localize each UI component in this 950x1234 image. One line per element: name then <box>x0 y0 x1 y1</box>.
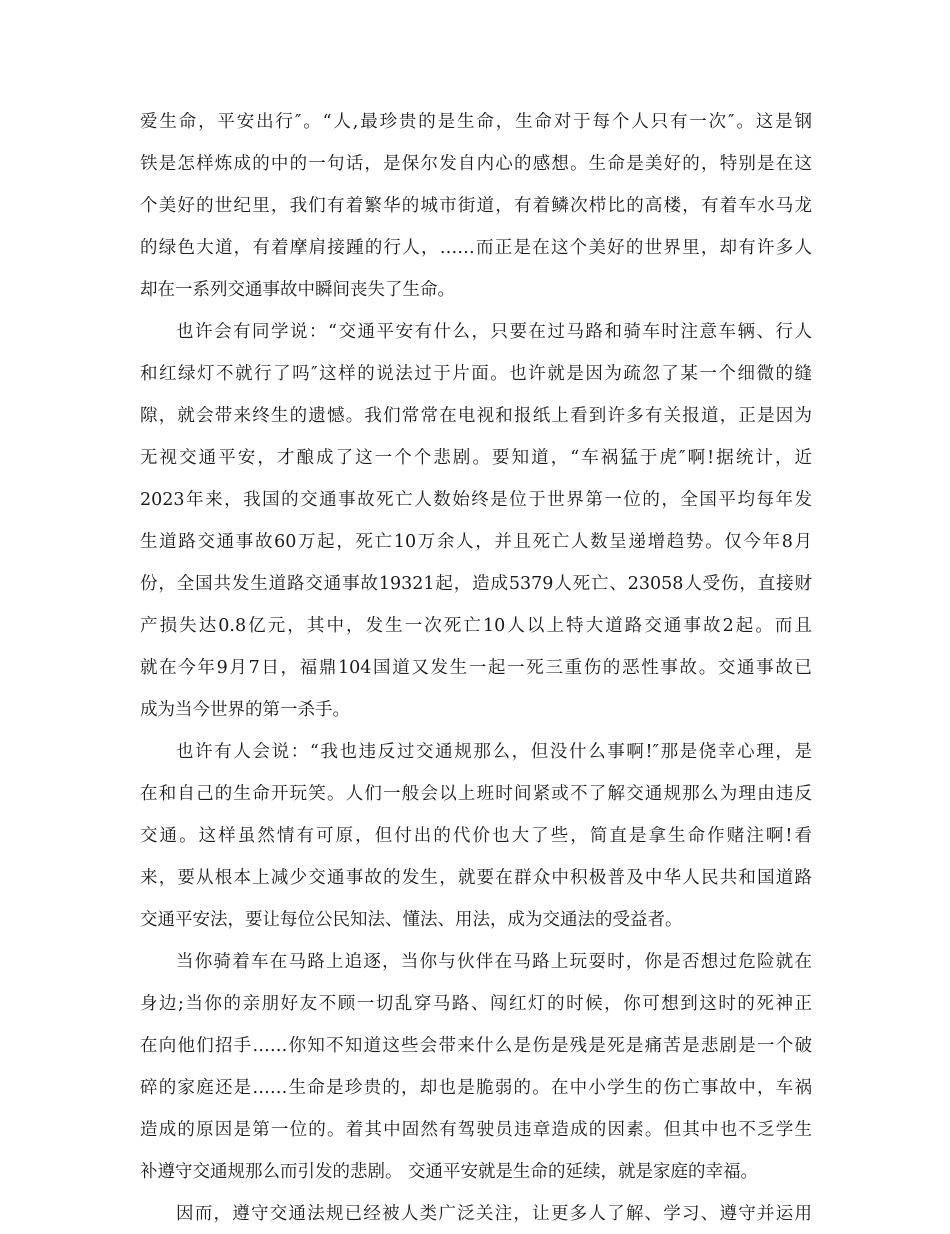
text-line: 身边;当你的亲朋好友不顾一切乱穿马路、闯红灯的时候，你可想到这时的死神正 <box>140 994 812 1014</box>
paragraph-first-line: 因而，遵守交通法规已经被人类广泛关注，让更多人了解、学习、遵守并运用 <box>176 1204 812 1224</box>
text-line: 在向他们招手……你知不知道这些会带来什么是伤是残是死是痛苦是悲剧是一个破 <box>140 1036 812 1056</box>
text-line: 交通平安法，要让每位公民知法、懂法、用法，成为交通法的受益者。 <box>140 910 683 930</box>
text-line: 碎的家庭还是……生命是珍贵的，却也是脆弱的。在中小学生的伤亡事故中，车祸 <box>140 1078 812 1098</box>
paragraph-first-line: 也许有人会说：“我也违反过交通规那么，但没什么事啊!″那是侥幸心理，是 <box>176 742 812 762</box>
text-line: 造成的原因是第一位的。着其中固然有驾驶员违章造成的因素。但其中也不乏学生 <box>140 1120 812 1140</box>
text-line: 在和自己的生命开玩笑。人们一般会以上班时间紧或不了解交通规那么为理由违反 <box>140 784 812 804</box>
text-line: 爱生命，平安出行″。“人,最珍贵的是生命，生命对于每个人只有一次″。这是钢 <box>140 112 812 132</box>
text-line: 无视交通平安，才酿成了这一个个悲剧。要知道，“车祸猛于虎″啊!据统计，近 <box>140 448 812 468</box>
text-line: 来，要从根本上减少交通事故的发生，就要在群众中积极普及中华人民共和国道路 <box>140 868 812 888</box>
paragraph-first-line: 也许会有同学说：“交通平安有什么，只要在过马路和骑车时注意车辆、行人 <box>176 322 812 342</box>
text-line: 份，全国共发生道路交通事故19321起，造成5379人死亡、23058人受伤，直接财 <box>140 574 812 594</box>
text-line: 补遵守交通规那么而引发的悲剧。 交通平安就是生命的延续，就是家庭的幸福。 <box>140 1162 759 1182</box>
text-line: 2023年来，我国的交通事故死亡人数始终是位于世界第一位的，全国平均每年发 <box>140 490 812 510</box>
text-line: 就在今年9月7日，福鼎104国道又发生一起一死三重伤的恶性事故。交通事故已 <box>140 658 812 678</box>
text-line: 个美好的世纪里，我们有着繁华的城市街道，有着鳞次栉比的高楼，有着车水马龙 <box>140 196 812 216</box>
text-line: 隙，就会带来终生的遗憾。我们常常在电视和报纸上看到许多有关报道，正是因为 <box>140 406 812 426</box>
text-line: 产损失达0.8亿元，其中，发生一次死亡10人以上特大道路交通事故2起。而且 <box>140 616 812 636</box>
text-line: 的绿色大道，有着摩肩接踵的行人，……而正是在这个美好的世界里，却有许多人 <box>140 238 812 258</box>
text-line: 交通。这样虽然情有可原，但付出的代价也大了些，简直是拿生命作赌注啊!看 <box>140 826 812 846</box>
text-line: 和红绿灯不就行了吗″这样的说法过于片面。也许就是因为疏忽了某一个细微的缝 <box>140 364 812 384</box>
text-line: 铁是怎样炼成的中的一句话，是保尔发自内心的感想。生命是美好的，特别是在这 <box>140 154 812 174</box>
text-line: 生道路交通事故60万起，死亡10万余人，并且死亡人数呈递增趋势。仅今年8月 <box>140 532 812 552</box>
text-line: 成为当今世界的第一杀手。 <box>140 700 350 720</box>
paragraph-first-line: 当你骑着车在马路上追逐，当你与伙伴在马路上玩耍时，你是否想过危险就在 <box>176 952 812 972</box>
text-line: 却在一系列交通事故中瞬间丧失了生命。 <box>140 280 455 300</box>
